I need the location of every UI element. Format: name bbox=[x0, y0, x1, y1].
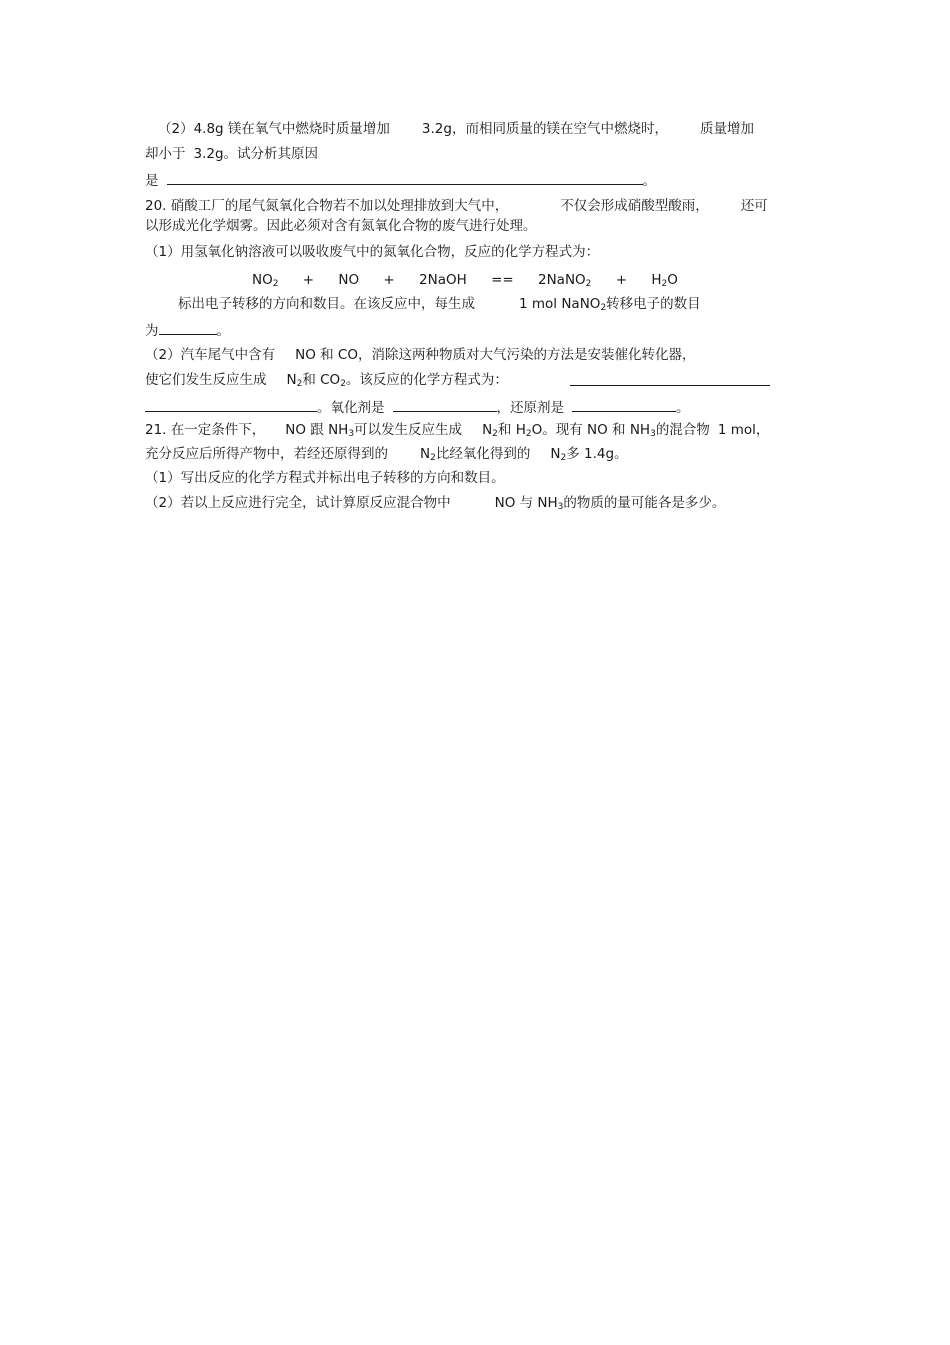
q20-part2-f: 。该反应的化学方程式为： bbox=[345, 372, 508, 388]
q20-part2-d-sub: 2 bbox=[296, 379, 303, 389]
q20-period: 。 bbox=[676, 400, 690, 416]
q20-part2-e-sub: 2 bbox=[340, 379, 346, 389]
q21-stem-b: NO 跟 NH bbox=[285, 422, 349, 438]
q20-reductant-blank[interactable] bbox=[572, 397, 676, 412]
q21-part1-text: （1）写出反应的化学方程式并标出电子转移的方向和数目。 bbox=[145, 470, 505, 486]
q19-part2-line3 bbox=[145, 170, 656, 191]
q20-part1-answer-label: 为 bbox=[145, 323, 159, 339]
q21-stem-d: N bbox=[482, 422, 493, 438]
q20-oxidant-blank[interactable] bbox=[393, 397, 497, 412]
q20-stem-c: 还可 bbox=[740, 198, 768, 214]
q20-part2-line1 bbox=[145, 345, 695, 365]
q20-equation bbox=[252, 270, 678, 290]
eq-equals: == bbox=[491, 272, 514, 288]
q21-stem-j-sub: 2 bbox=[430, 453, 436, 463]
eq-plus: + bbox=[302, 272, 315, 288]
q20-part2-a: （2）汽车尾气中含有 bbox=[145, 347, 276, 363]
q21-stem-l-sub: 2 bbox=[560, 453, 567, 463]
q21-stem-m: 多 1.4g。 bbox=[566, 446, 628, 462]
q21-part2-c: 的物质的量可能各是多少。 bbox=[563, 495, 726, 511]
eq-term-naoh: 2NaOH bbox=[419, 272, 467, 288]
q21-line2 bbox=[145, 444, 628, 464]
eq-term-nano2: 2NaNO$_2$ bbox=[537, 272, 592, 289]
q19-part2-text-d: 却小于 bbox=[145, 146, 186, 162]
q19-part2-line1 bbox=[158, 119, 754, 139]
q20-part2-c: 使它们发生反应生成 bbox=[145, 372, 267, 388]
q20-period: 。 bbox=[216, 323, 230, 339]
q20-part1-text: （1）用氢氧化钠溶液可以吸收废气中的氮氧化合物，反应的化学方程式为： bbox=[145, 244, 600, 260]
q20-part1-q-c: 转移电子的数目 bbox=[606, 296, 701, 312]
q20-part2-line2 bbox=[145, 370, 508, 390]
q21-part1 bbox=[145, 468, 505, 488]
q20-part1-q-b: 1 mol NaNO bbox=[519, 296, 601, 312]
q20-stem-b: 不仅会形成硝酸型酸雨， bbox=[560, 198, 709, 214]
q21-stem-g: 的混合物 bbox=[655, 422, 710, 438]
q20-part1 bbox=[145, 242, 599, 262]
q20-part1-question bbox=[178, 294, 701, 314]
q19-period: 。 bbox=[642, 173, 656, 189]
q21-stem-c: 可以发生反应生成 bbox=[354, 422, 463, 438]
q20-reductant-label: ，还原剂是 bbox=[496, 400, 564, 416]
q21-stem-a: 21. 在一定条件下， bbox=[145, 422, 266, 438]
q19-part2-text: （2）4.8g 镁在氧气中燃烧时质量增加 bbox=[158, 121, 390, 137]
q20-oxidant-label: 。氧化剂是 bbox=[317, 400, 385, 416]
eq-plus: + bbox=[615, 272, 628, 288]
q21-stem-f: O。现有 NO 和 NH bbox=[531, 422, 651, 438]
q20-part2-d: N bbox=[286, 372, 297, 388]
q20-stem-a: 20. 硝酸工厂的尾气氮氧化合物若不加以处理排放到大气中， bbox=[145, 198, 509, 214]
q20-part1-q-a: 标出电子转移的方向和数目。在该反应中，每生成 bbox=[178, 296, 475, 312]
q21-stem-e: 和 H bbox=[497, 422, 526, 438]
q20-electron-count-blank[interactable] bbox=[159, 320, 217, 335]
eq-term-no: NO bbox=[338, 272, 360, 288]
q20-equation-blank-a[interactable] bbox=[570, 371, 770, 386]
q20-line1 bbox=[145, 196, 768, 216]
q21-part2 bbox=[145, 493, 725, 513]
q21-stem-e-sub: 2 bbox=[525, 429, 532, 439]
q19-part2-text-e: 3.2g。试分析其原因 bbox=[193, 146, 319, 162]
q19-part2-line2 bbox=[145, 144, 318, 164]
q20-equation-blank-start bbox=[570, 371, 770, 392]
q20-part2-line3 bbox=[145, 397, 690, 418]
q20-part2-e: 和 CO bbox=[302, 372, 341, 388]
q21-stem-j: N bbox=[420, 446, 431, 462]
q21-part2-b: NO 与 NH bbox=[494, 495, 558, 511]
q19-answer-blank[interactable] bbox=[167, 170, 643, 185]
eq-term-h2o: $H_2O$ bbox=[651, 272, 678, 289]
q21-stem-l: N bbox=[550, 446, 561, 462]
q19-answer-label: 是 bbox=[145, 173, 159, 189]
q21-part2-a: （2）若以上反应进行完全，试计算原反应混合物中 bbox=[145, 495, 451, 511]
q21-stem-b-sub: 3 bbox=[348, 429, 355, 439]
eq-term-no2: $NO_2$ bbox=[252, 272, 279, 289]
q20-equation-blank-b[interactable] bbox=[145, 397, 317, 412]
q21-part2-b-sub: 3 bbox=[557, 502, 564, 512]
q21-stem-d-sub: 2 bbox=[492, 429, 498, 439]
q21-stem-i: 充分反应后所得产物中，若经还原得到的 bbox=[145, 446, 388, 462]
q20-stem-d: 以形成光化学烟雾。因此必须对含有氮氧化合物的废气进行处理。 bbox=[145, 218, 537, 234]
q19-part2-text-c: 质量增加 bbox=[699, 121, 754, 137]
q20-part1-q-b-sub: 2 bbox=[600, 303, 607, 313]
q21-line1 bbox=[145, 420, 769, 440]
q21-stem-f-sub: 3 bbox=[650, 429, 656, 439]
q20-part2-b: NO 和 CO，消除这两种物质对大气污染的方法是安装催化转化器， bbox=[295, 347, 696, 363]
eq-plus: + bbox=[383, 272, 395, 288]
q20-line2 bbox=[145, 216, 537, 236]
q20-part1-answer-line bbox=[145, 320, 230, 341]
q21-stem-k: 比经氧化得到的 bbox=[435, 446, 531, 462]
q21-stem-h: 1 mol， bbox=[717, 422, 770, 438]
q19-part2-text-b: 3.2g，而相同质量的镁在空气中燃烧时， bbox=[421, 121, 668, 137]
